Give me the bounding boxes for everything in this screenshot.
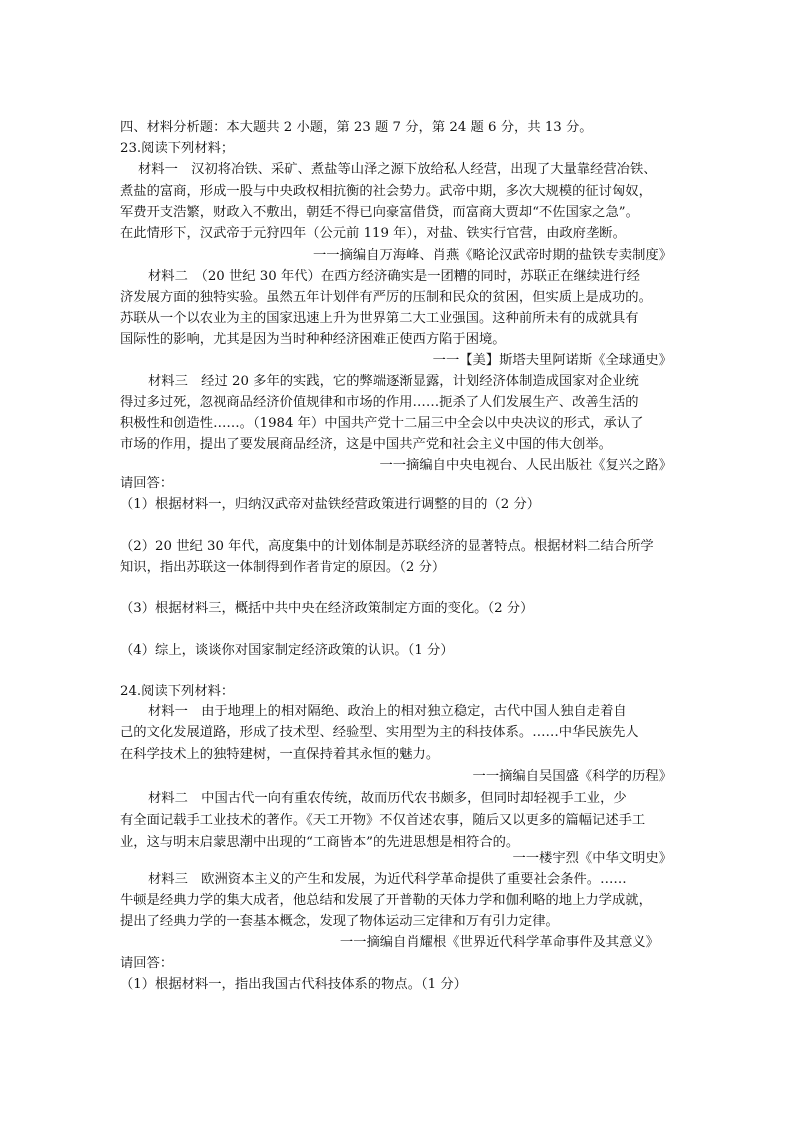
q23-material-1-source: 一一摘编自万海峰、肖燕《略论汉武帝时期的盐铁专卖制度》 [312,248,672,263]
q23-material-3-line: 得过多过死，忽视商品经济价值规律和市场的作用……扼杀了人们发展生产、改善生活的 [120,395,639,410]
q23-intro: 23.阅读下列材料； [120,141,235,156]
q24-intro: 24.阅读下列材料： [120,684,235,699]
q24-material-2-line: 有全面记载手工业技术的著作。《天工开物》不仅首述农事，随后又以更多的篇幅记述手工 [120,813,646,828]
q24-material-2-line: 材料二 中国古代一向有重农传统，故而历代农书颇多，但同时却轻视手工业，少 [148,791,627,806]
q23-material-3-line: 积极性和创造性……。（1984 年）中国共产党十二届三中全会以中央决议的形式，承认了 [120,416,644,431]
q24-material-2-source: 一一楼宇烈《中华文明史》 [512,851,672,866]
q24-material-3-source: 一一摘编自肖耀根《世界近代科学革命事件及其意义》 [339,935,659,950]
q24-material-3-line: 牛顿是经典力学的集大成者，他总结和发展了开普勒的天体力学和伽利略的地上力学成就， [120,893,652,908]
q23-material-3-source: 一一摘编自中央电视台、人民出版社《复兴之路》 [379,458,672,473]
q23-question-1: （1）根据材料一，归纳汉武帝对盐铁经营政策进行调整的目的（2 分） [120,497,541,512]
q23-material-2-line: 苏联从一个以农业为主的国家迅速上升为世界第二大工业强国。这种前所未有的成就具有 [120,311,639,326]
q23-ask: 请回答： [120,476,174,491]
q23-question-4: （4）综上，谈谈你对国家制定经济政策的认识。（1 分） [120,643,454,658]
q23-material-1-line: 在此情形下，汉武帝于元狩四年（公元前 119 年），对盐、铁实行官营，由政府垄断。 [120,226,626,241]
q23-material-2-source: 一一【美】斯塔夫里阿诺斯《全球通史》 [432,353,672,368]
q23-material-2-line: 材料二 （20 世纪 30 年代）在西方经济确实是一团糟的同时，苏联正在继续进行经 [148,269,640,284]
q24-material-1-line: 在科学技术上的独特建树，一直保持着其永恒的魅力。 [120,747,440,762]
q23-question-2-line: 知识，指出苏联这一体制得到作者肯定的原因。（2 分） [120,560,446,575]
q24-material-3-line: 提出了经典力学的一套基本概念，发现了物体运动三定律和万有引力定律。 [120,914,559,929]
section-header: 四、材料分析题：本大题共 2 小题，第 23 题 7 分，第 24 题 6 分，共 13 分。 [120,120,593,135]
q24-material-1-source: 一一摘编自吴国盛《科学的历程》 [472,769,672,784]
q23-material-1-line: 材料一 汉初将冶铁、采矿、煮盐等山泽之源下放给私人经营，出现了大量靠经营冶铁、 [138,162,657,177]
q23-material-1-line: 煮盐的富商，形成一股与中央政权相抗衡的社会势力。武帝中期，多次大规模的征讨匈奴， [120,184,652,199]
q24-material-2-line: 业，这与明末启蒙思潮中出现的“工商皆本”的先进思想是相符合的。 [120,835,520,850]
q23-material-3-line: 市场的作用，提出了要发展商品经济，这是中国共产党和社会主义中国的伟大创举。 [120,437,612,452]
q24-ask: 请回答： [120,956,174,971]
q23-material-1-line: 军费开支浩繁，财政入不敷出，朝廷不得已向豪富借贷，而富商大贾却“不佐国家之急”。 [120,205,639,220]
q24-question-1: （1）根据材料一，指出我国古代科技体系的物点。（1 分） [120,977,467,992]
q24-material-3-line: 材料三 欧洲资本主义的产生和发展，为近代科学革命提供了重要社会条件。…… [148,872,627,887]
q23-material-2-line: 国际性的影响，尤其是因为当时种种经济困难正使西方陷于困境。 [120,332,506,347]
q23-material-2-line: 济发展方面的独特实验。虽然五年计划伴有严厉的压制和民众的贫困，但实质上是成功的。 [120,290,652,305]
q24-material-1-line: 材料一 由于地理上的相对隔绝、政治上的相对独立稳定，古代中国人独自走着自 [148,704,627,719]
q23-question-2-line: （2）20 世纪 30 年代，高度集中的计划体制是苏联经济的显著特点。根据材料二结合所学 [120,539,654,554]
q23-question-3: （3）根据材料三，概括中共中央在经济政策制定方面的变化。（2 分） [120,601,534,616]
q24-material-1-line: 己的文化发展道路，形成了技术型、经验型、实用型为主的科技体系。……中华民族先人 [120,725,639,740]
q23-material-3-line: 材料三 经过 20 多年的实践，它的弊端逐渐显露，计划经济体制造成国家对企业统 [148,374,639,389]
